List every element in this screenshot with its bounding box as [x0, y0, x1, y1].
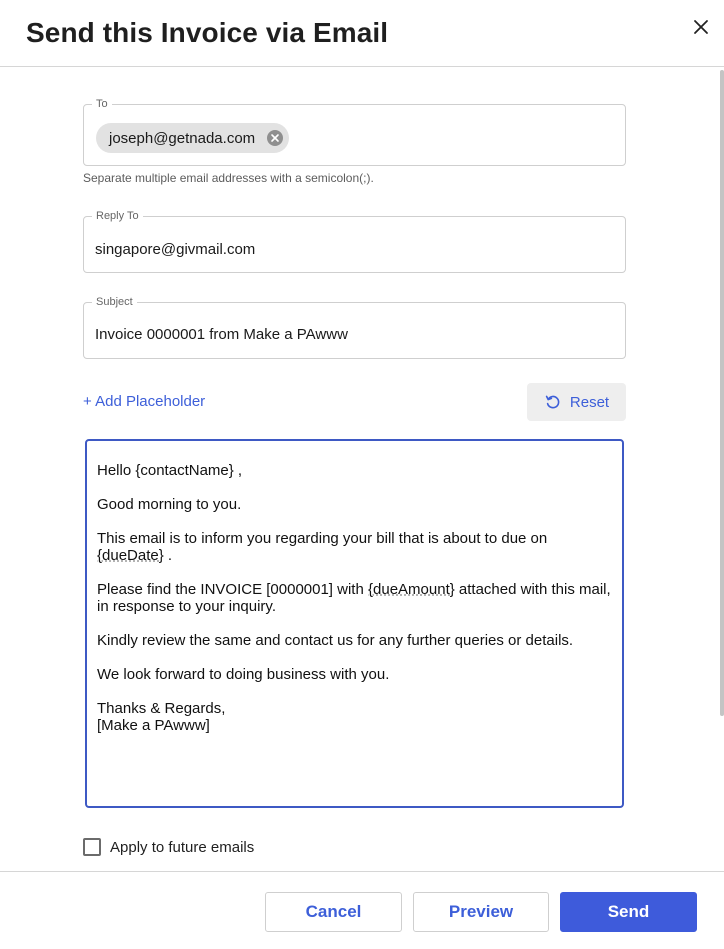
body-greeting	[97, 462, 612, 479]
dialog-title: Send this Invoice via Email	[26, 17, 389, 48]
cancel-button[interactable]: Cancel	[265, 892, 402, 932]
body-signoff: Thanks & Regards,	[97, 700, 226, 717]
placeholder-token: {dueAmount}	[368, 581, 455, 598]
body-text: This email is to inform you regarding your bill that is about to due on	[97, 530, 548, 547]
body-text: Please find the INVOICE [0000001] with	[97, 581, 368, 598]
recipient-email: joseph@getnada.com	[109, 129, 256, 147]
body-line	[97, 530, 612, 564]
body-line: Good morning to you.	[97, 496, 242, 513]
body-text: Hello	[97, 462, 136, 479]
reply-to-value: singapore@givmail.com	[95, 241, 256, 258]
subject-field[interactable]	[83, 296, 626, 359]
body-signature: [Make a PAwww]	[97, 717, 210, 734]
body-text: .	[163, 547, 173, 564]
subject-label: Subject	[92, 295, 137, 309]
dialog-footer	[0, 871, 724, 949]
placeholder-token: {contactName}	[135, 462, 234, 479]
scrollbar[interactable]	[720, 70, 724, 716]
to-label: To	[92, 97, 112, 111]
subject-value: Invoice 0000001 from Make a PAwww	[95, 326, 348, 343]
reset-button[interactable]	[527, 383, 626, 421]
placeholder-token: {dueDate}	[97, 547, 164, 564]
dialog-header	[0, 0, 724, 67]
apply-future-option[interactable]	[83, 838, 254, 856]
reply-to-label: Reply To	[92, 209, 143, 223]
body-text: ,	[233, 462, 243, 479]
body-line: Kindly review the same and contact us for any further queries or details.	[97, 632, 574, 649]
add-placeholder-link[interactable]: + Add Placeholder	[83, 393, 206, 410]
reset-icon	[544, 393, 562, 411]
body-text: attached with this mail, in response to your inquiry.	[97, 581, 611, 615]
send-button[interactable]: Send	[560, 892, 697, 932]
remove-recipient-button[interactable]	[267, 130, 283, 146]
body-line: We look forward to doing business with you.	[97, 666, 390, 683]
close-icon	[689, 15, 713, 39]
reset-label: Reset	[569, 393, 610, 411]
to-field[interactable]	[83, 98, 626, 166]
apply-future-checkbox[interactable]	[83, 838, 101, 856]
preview-button[interactable]: Preview	[413, 892, 549, 932]
reply-to-field[interactable]	[83, 210, 626, 273]
recipient-chip[interactable]	[96, 123, 289, 153]
to-helper-text: Separate multiple email addresses with a semicolon(;).	[83, 171, 374, 185]
close-icon	[267, 130, 283, 146]
close-button[interactable]	[689, 15, 713, 39]
email-body-editor[interactable]	[85, 439, 624, 808]
body-line	[97, 581, 612, 615]
apply-future-label: Apply to future emails	[110, 838, 255, 856]
